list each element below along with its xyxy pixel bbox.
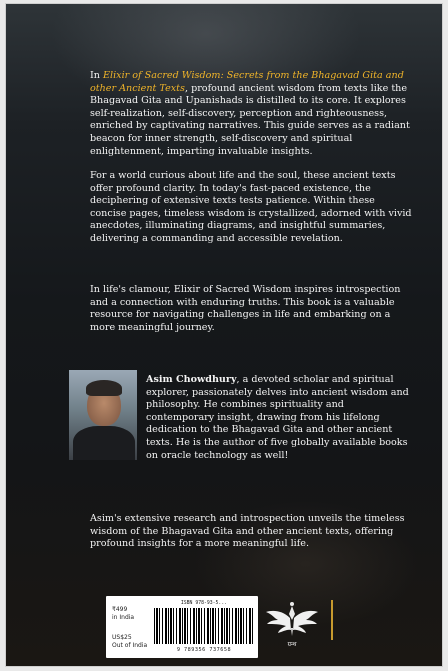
publisher-name: ग्रन्थ — [287, 641, 297, 648]
blurb-prefix: In — [90, 70, 104, 81]
book-title-mention: Elixir of Sacred Wisdom: Secrets from the Bhagavad Gita and other Ancient Texts — [90, 70, 404, 94]
barcode-panel — [106, 596, 258, 658]
author-bio — [146, 374, 412, 462]
winged-emblem-icon — [264, 600, 320, 642]
price-india: ₹499 — [112, 606, 128, 613]
blurb-paragraph-1 — [90, 70, 412, 158]
author-closing-paragraph: Asim's extensive research and introspection unveils the timeless wisdom of the Bhagavad Gita and other ancient texts, offering profound insights for a more meaningful life. — [90, 513, 405, 550]
gold-divider — [331, 600, 333, 640]
publisher-logo — [264, 600, 320, 652]
blurb-paragraph-1-text: , profound ancient wisdom from texts like the Bhagavad Gita and Upanishads is distilled to its core. It explores self-realization, self-discovery, perception and righteousness, enriched by captivating narratives. This guide serves as a radiant beacon for inner strength, self-discovery and spiritual enlightenment, imparting invaluable insights. — [90, 82, 410, 157]
isbn-top-text: ISBN 978-93-5... — [180, 601, 228, 606]
book-back-cover — [6, 4, 442, 666]
price-overseas: US$25 — [112, 634, 132, 641]
barcode-bars — [154, 608, 254, 644]
blurb-paragraph-2: For a world curious about life and the soul, these ancient texts offer profound clarity. In today's fast-paced existence, the deciphering of extensive texts tests patience. Within these concise pages, timeless wisdom is crystallized, adorned with vivid anecdotes, illuminating diagrams, and insightful summaries, delivering a commanding and accessible revelation. — [90, 170, 412, 244]
blurb-paragraph-3: In life's clamour, Elixir of Sacred Wisdom inspires introspection and a connection with enduring truths. This book is a valuable resource for navigating challenges in life and embarking on a more meaningful journey. — [90, 284, 401, 333]
price-column — [112, 606, 148, 650]
author-name: Asim Chowdhury — [146, 374, 237, 385]
author-photo — [69, 370, 137, 460]
price-india-label: in India — [112, 614, 135, 621]
author-bio-text: , a devoted scholar and spiritual explorer, passionately delves into ancient wisdom and philosophy. He combines spirituality and contemporary insight, drawing from his lifelong dedication to the Bhagavad Gita and other ancient texts. He is the author of five globally available books on oracle technology as well! — [146, 374, 409, 461]
price-overseas-label: Out of India — [112, 642, 148, 649]
isbn-number: 9 789356 737658 — [176, 647, 232, 653]
